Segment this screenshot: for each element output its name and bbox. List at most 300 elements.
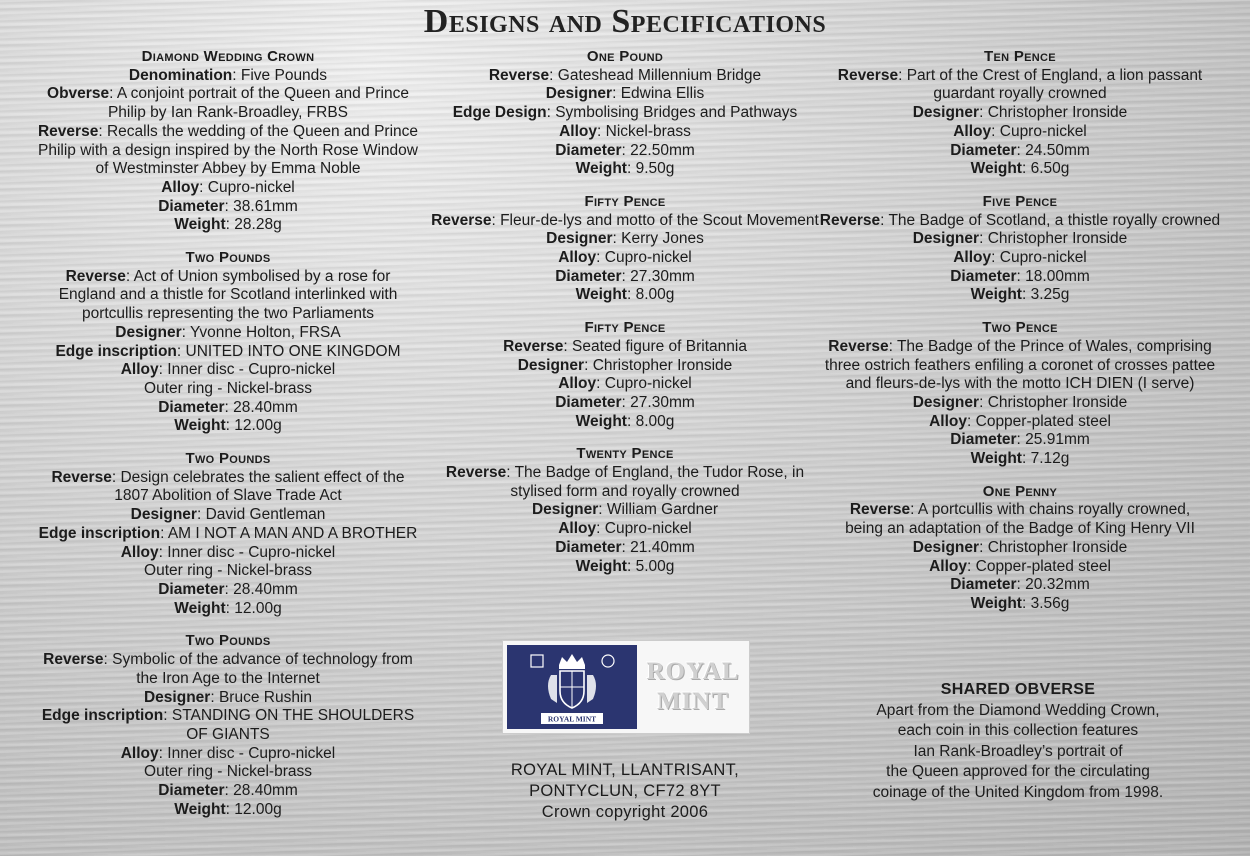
spec-separator: :	[621, 538, 631, 556]
spec-value: 8.00g	[635, 286, 675, 304]
spec-value: being an adaptation of the Badge of King Henry VII	[845, 520, 1195, 538]
spec-label: Reverse	[37, 122, 99, 140]
spec-value: 8.00g	[635, 412, 675, 430]
spec-separator: :	[596, 249, 605, 267]
spec-value: Five Pounds	[240, 66, 328, 84]
spec-line	[8, 123, 448, 142]
spec-value: Outer ring - Nickel-brass	[144, 763, 312, 781]
spec-line	[810, 85, 1230, 104]
spec-separator: :	[199, 178, 208, 196]
logo-word-royal: ROYAL	[646, 658, 740, 685]
spec-label: Weight	[174, 216, 226, 234]
spec-separator: :	[979, 538, 988, 556]
logo-blue-panel	[507, 645, 637, 729]
spec-line	[8, 361, 448, 380]
spec-value: Outer ring - Nickel-brass	[144, 562, 312, 580]
spec-label: Weight	[970, 160, 1022, 178]
spec-label: Reverse	[819, 211, 881, 229]
spec-separator: :	[1016, 431, 1026, 449]
spec-label: Diameter	[158, 197, 225, 215]
spec-label: Weight	[970, 450, 1022, 468]
spec-line	[410, 160, 840, 179]
spec-value: Cupro-nickel	[999, 122, 1087, 140]
spec-line	[8, 343, 448, 362]
coin-title: Two Pounds	[185, 450, 271, 468]
spec-line	[8, 600, 448, 619]
spec-separator: :	[967, 557, 976, 575]
spec-separator: :	[98, 122, 107, 140]
spec-separator: :	[158, 744, 168, 762]
page-title: Designs and Specifications	[423, 3, 827, 40]
spec-value: Copper-plated steel	[975, 557, 1111, 575]
spec-line	[8, 399, 448, 418]
coin-title: Diamond Wedding Crown	[141, 48, 315, 65]
spec-value: Philip by Ian Rank-Broadley, FRBS	[107, 104, 349, 122]
spec-value: The Badge of the Prince of Wales, comprising	[896, 337, 1212, 355]
spec-value: 38.61mm	[233, 197, 298, 215]
spec-value: Copper-plated steel	[975, 412, 1111, 430]
spec-value: STANDING ON THE SHOULDERS	[171, 707, 415, 725]
spec-line	[8, 305, 448, 324]
spec-value: Symbolic of the advance of technology from	[112, 651, 413, 669]
spec-label: Alloy	[161, 178, 200, 196]
spec-line	[8, 581, 448, 600]
spec-line	[8, 469, 448, 488]
spec-value: Nickel-brass	[605, 122, 691, 140]
spec-value: Bruce Rushin	[218, 688, 312, 706]
spec-label: Obverse	[47, 85, 110, 103]
spec-value: 25.91mm	[1025, 431, 1090, 449]
spec-value: AM I NOT A MAN AND A BROTHER	[167, 524, 418, 542]
spec-separator: :	[103, 651, 113, 669]
spec-label: Weight	[174, 417, 226, 435]
spec-line	[410, 501, 840, 520]
spec-label: Designer	[912, 538, 980, 556]
spec-separator: :	[111, 468, 121, 486]
spec-line	[410, 212, 840, 231]
spec-value: and fleurs-de-lys with the motto ICH DIEN (I serve)	[845, 375, 1195, 393]
spec-label: Alloy	[120, 744, 159, 762]
spec-line	[8, 142, 448, 161]
spec-line	[8, 763, 448, 782]
coin-spec-block	[810, 48, 1230, 179]
spec-line	[8, 562, 448, 581]
coin-title: Two Pounds	[185, 632, 271, 650]
spec-label: Weight	[174, 800, 226, 818]
spec-separator: :	[1016, 576, 1026, 594]
coin-spec-block	[810, 319, 1230, 469]
spec-separator: :	[196, 506, 206, 524]
spec-separator: :	[225, 800, 235, 818]
spec-line	[8, 506, 448, 525]
spec-label: Weight	[575, 557, 627, 575]
spec-separator: :	[910, 501, 918, 519]
spec-line	[810, 375, 1230, 394]
spec-line	[810, 67, 1230, 86]
spec-separator: :	[626, 286, 636, 304]
spec-label: Diameter	[950, 431, 1017, 449]
spec-line	[8, 268, 448, 287]
spec-value: 12.00g	[234, 800, 282, 818]
spec-value: Inner disc - Cupro-nickel	[167, 744, 336, 762]
spec-value: David Gentleman	[205, 506, 326, 524]
spec-line	[8, 67, 448, 86]
spec-line	[810, 338, 1230, 357]
spec-line	[8, 726, 448, 745]
spec-separator: :	[1016, 141, 1026, 159]
spec-separator: :	[967, 412, 976, 430]
spec-value: Kerry Jones	[621, 230, 704, 248]
spec-label: Alloy	[120, 543, 159, 561]
spec-separator: :	[626, 557, 636, 575]
spec-value: 28.28g	[234, 216, 282, 234]
spec-separator: :	[549, 66, 558, 84]
spec-label: Designer	[912, 104, 980, 122]
shared-obverse-line: Apart from the Diamond Wedding Crown,	[876, 701, 1160, 719]
spec-label: Designer	[130, 506, 197, 524]
spec-line	[8, 801, 448, 820]
spec-label: Alloy	[953, 122, 992, 140]
spec-line	[8, 707, 448, 726]
spec-line	[410, 394, 840, 413]
spec-separator: :	[225, 599, 235, 617]
spec-value: Christopher Ironside	[987, 230, 1128, 248]
royal-crest-icon	[529, 651, 615, 727]
spec-separator: :	[224, 398, 234, 416]
spec-line	[8, 85, 448, 104]
spec-value: Outer ring - Nickel-brass	[144, 379, 312, 397]
spec-value: Christopher Ironside	[987, 393, 1128, 411]
spec-separator: :	[888, 337, 897, 355]
spec-line	[410, 558, 840, 577]
spec-line	[810, 212, 1230, 231]
spec-line	[410, 464, 840, 483]
spec-value: Cupro-nickel	[604, 375, 692, 393]
spec-value: Inner disc - Cupro-nickel	[167, 361, 336, 379]
spec-label: Alloy	[953, 249, 992, 267]
spec-value: Philip with a design inspired by the North Rose Window	[38, 141, 418, 159]
spec-separator: :	[210, 688, 219, 706]
coin-column-left	[8, 48, 448, 833]
spec-label: Diameter	[950, 141, 1017, 159]
spec-line	[8, 417, 448, 436]
spec-value: 28.40mm	[233, 580, 298, 598]
coin-title: One Penny	[982, 482, 1058, 500]
spec-label: Designer	[143, 688, 211, 706]
spec-line	[410, 413, 840, 432]
coin-title: Two Pounds	[185, 249, 271, 267]
spec-line	[810, 104, 1230, 123]
spec-line	[810, 431, 1230, 450]
coin-title: Two Pence	[982, 319, 1058, 337]
spec-label: Diameter	[158, 782, 225, 800]
spec-value: 7.12g	[1030, 450, 1070, 468]
spec-value: 27.30mm	[630, 393, 695, 411]
spec-label: Edge inscription	[38, 524, 161, 542]
spec-value: stylised form and royally crowned	[510, 482, 740, 500]
spec-line	[410, 142, 840, 161]
spec-value: UNITED INTO ONE KINGDOM	[185, 342, 401, 360]
spec-value: guardant royally crowned	[933, 85, 1107, 103]
spec-separator: :	[158, 543, 168, 561]
spec-line	[810, 413, 1230, 432]
spec-label: Alloy	[929, 412, 967, 430]
spec-value: of Westminster Abbey by Emma Noble	[95, 160, 361, 178]
spec-separator: :	[224, 197, 234, 215]
spec-value: The Badge of Scotland, a thistle royally crowned	[888, 211, 1221, 229]
spec-value: 1807 Abolition of Slave Trade Act	[114, 487, 342, 505]
spec-label: Alloy	[120, 361, 159, 379]
spec-label: Weight	[575, 286, 627, 304]
publisher-address	[470, 760, 780, 823]
spec-label: Diameter	[158, 580, 225, 598]
spec-label: Weight	[970, 594, 1022, 612]
coin-title: Ten Pence	[984, 48, 1056, 65]
spec-value: 27.30mm	[630, 267, 695, 285]
spec-line	[810, 501, 1230, 520]
coin-spec-block	[410, 319, 840, 431]
coin-spec-block	[410, 193, 840, 305]
spec-label: Reverse	[503, 337, 564, 355]
spec-value: Yvonne Holton, FRSA	[189, 323, 341, 341]
spec-value: 3.25g	[1030, 286, 1070, 304]
spec-line	[810, 160, 1230, 179]
spec-separator: :	[109, 85, 117, 103]
coin-title: One Pound	[586, 48, 664, 65]
spec-value: Gateshead Millennium Bridge	[557, 66, 762, 84]
spec-separator: :	[1021, 160, 1031, 178]
spec-value: 18.00mm	[1025, 267, 1090, 285]
spec-label: Edge Design	[452, 104, 547, 122]
coin-spec-block	[8, 48, 448, 235]
spec-label: Designer	[912, 230, 980, 248]
coin-column-middle	[410, 48, 840, 590]
copyright-line: Crown copyright 2006	[541, 803, 709, 821]
spec-separator: :	[596, 375, 605, 393]
spec-label: Weight	[575, 412, 627, 430]
address-line: PONTYCLUN, CF72 8YT	[529, 782, 721, 800]
spec-value: Cupro-nickel	[207, 178, 295, 196]
spec-label: Reverse	[488, 66, 550, 84]
spec-line	[8, 104, 448, 123]
shared-obverse-line: each coin in this collection features	[897, 722, 1139, 739]
spec-line	[8, 651, 448, 670]
coin-title: Twenty Pence	[576, 445, 674, 463]
spec-label: Diameter	[950, 576, 1017, 594]
spec-separator: :	[979, 230, 988, 248]
spec-line	[810, 576, 1230, 595]
spec-label: Diameter	[555, 267, 622, 285]
spec-line	[810, 142, 1230, 161]
spec-line	[8, 745, 448, 764]
spec-line	[410, 104, 840, 123]
spec-line	[410, 249, 840, 268]
spec-value: three ostrich feathers enfiling a coronet of crosses pattee	[824, 356, 1216, 374]
spec-line	[410, 268, 840, 287]
spec-line	[8, 782, 448, 801]
spec-line	[810, 558, 1230, 577]
spec-value: Cupro-nickel	[604, 249, 692, 267]
spec-separator: :	[546, 104, 556, 122]
coin-spec-block	[8, 249, 448, 436]
spec-label: Designer	[531, 501, 599, 519]
spec-label: Weight	[575, 160, 627, 178]
spec-separator: :	[880, 211, 889, 229]
spec-value: Cupro-nickel	[999, 249, 1087, 267]
spec-separator: :	[979, 393, 988, 411]
spec-line	[8, 198, 448, 217]
spec-line	[8, 689, 448, 708]
spec-value: The Badge of England, the Tudor Rose, in	[514, 464, 805, 482]
spec-value: 28.40mm	[233, 782, 298, 800]
spec-separator: :	[991, 249, 1000, 267]
spec-separator: :	[232, 66, 241, 84]
spec-line	[410, 520, 840, 539]
spec-line	[8, 286, 448, 305]
spec-value: England and a thistle for Scotland interlinked with	[58, 286, 398, 304]
spec-line	[410, 338, 840, 357]
spec-separator: :	[160, 524, 168, 542]
spec-separator: :	[491, 211, 501, 229]
spec-value: Design celebrates the salient effect of the	[120, 468, 405, 486]
spec-label: Reverse	[837, 66, 899, 84]
spec-line	[810, 450, 1230, 469]
spec-label: Designer	[912, 393, 980, 411]
shared-obverse-title: SHARED OBVERSE	[940, 681, 1096, 698]
spec-line	[810, 123, 1230, 142]
spec-separator: :	[596, 520, 605, 538]
spec-value: Symbolising Bridges and Pathways	[555, 104, 798, 122]
spec-separator: :	[626, 160, 636, 178]
spec-separator: :	[1021, 594, 1031, 612]
spec-label: Edge inscription	[55, 342, 177, 360]
coin-spec-block	[410, 445, 840, 576]
spec-label: Reverse	[43, 651, 104, 669]
spec-label: Denomination	[128, 66, 233, 84]
spec-value: Cupro-nickel	[604, 520, 692, 538]
spec-label: Diameter	[950, 267, 1017, 285]
spec-label: Reverse	[51, 468, 112, 486]
spec-label: Alloy	[558, 520, 597, 538]
shared-obverse-section	[818, 680, 1218, 803]
spec-value: Edwina Ellis	[620, 85, 705, 103]
spec-value: Part of the Crest of England, a lion passant	[906, 66, 1203, 84]
spec-label: Designer	[115, 323, 182, 341]
spec-line	[410, 483, 840, 502]
spec-separator: :	[621, 141, 631, 159]
spec-value: Act of Union symbolised by a rose for	[133, 267, 391, 285]
spec-separator: :	[612, 85, 621, 103]
spec-value: 20.32mm	[1025, 576, 1090, 594]
spec-label: Alloy	[558, 249, 597, 267]
logo-wordmark	[641, 647, 745, 727]
spec-line	[8, 216, 448, 235]
spec-line	[8, 487, 448, 506]
coin-spec-block	[810, 193, 1230, 305]
coin-spec-block	[410, 48, 840, 179]
spec-label: Diameter	[158, 398, 225, 416]
spec-value: 9.50g	[635, 160, 675, 178]
spec-value: A portcullis with chains royally crowned,	[917, 501, 1191, 519]
spec-line	[810, 268, 1230, 287]
spec-line	[810, 520, 1230, 539]
spec-label: Designer	[517, 356, 585, 374]
spec-separator: :	[225, 216, 235, 234]
spec-label: Alloy	[929, 557, 967, 575]
spec-label: Diameter	[555, 141, 622, 159]
spec-line	[810, 249, 1230, 268]
coin-spec-block	[8, 450, 448, 618]
spec-label: Weight	[174, 599, 226, 617]
spec-separator: :	[563, 337, 573, 355]
coin-spec-block	[810, 483, 1230, 614]
spec-line	[410, 230, 840, 249]
spec-label: Weight	[970, 286, 1022, 304]
spec-line	[810, 286, 1230, 305]
spec-value: A conjoint portrait of the Queen and Prince	[116, 85, 409, 103]
spec-separator: :	[626, 412, 636, 430]
spec-separator: :	[621, 267, 631, 285]
spec-line	[410, 539, 840, 558]
spec-line	[8, 324, 448, 343]
spec-separator: :	[224, 782, 234, 800]
spec-separator: :	[176, 342, 186, 360]
spec-value: Christopher Ironside	[987, 538, 1128, 556]
spec-separator: :	[1021, 450, 1031, 468]
spec-label: Reverse	[828, 337, 889, 355]
spec-separator: :	[991, 122, 1000, 140]
spec-value: 6.50g	[1030, 160, 1070, 178]
spec-value: William Gardner	[606, 501, 719, 519]
spec-label: Edge inscription	[41, 707, 164, 725]
spec-label: Reverse	[65, 267, 126, 285]
spec-value: OF GIANTS	[186, 725, 270, 743]
spec-separator: :	[597, 122, 606, 140]
spec-label: Reverse	[445, 464, 507, 482]
coin-column-right	[810, 48, 1230, 628]
spec-line	[410, 375, 840, 394]
spec-value: Christopher Ironside	[592, 356, 733, 374]
spec-separator: :	[598, 501, 607, 519]
shared-obverse-line: Ian Rank-Broadley’s portrait of	[913, 742, 1123, 760]
spec-line	[810, 230, 1230, 249]
spec-value: 5.00g	[635, 557, 675, 575]
spec-line	[810, 357, 1230, 376]
spec-label: Diameter	[555, 538, 622, 556]
spec-line	[410, 357, 840, 376]
shared-obverse-line: coinage of the United Kingdom from 1998.	[872, 783, 1164, 801]
spec-value: 28.40mm	[233, 398, 298, 416]
crest-banner-text: ROYAL MINT	[547, 714, 597, 724]
spec-value: 21.40mm	[630, 538, 695, 556]
logo-word-mint: MINT	[656, 688, 730, 715]
spec-label: Diameter	[555, 393, 622, 411]
spec-value: Seated figure of Britannia	[572, 337, 747, 355]
spec-separator: :	[125, 267, 134, 285]
spec-separator: :	[612, 230, 622, 248]
spec-label: Designer	[546, 230, 613, 248]
spec-line	[810, 595, 1230, 614]
spec-value: 22.50mm	[630, 141, 695, 159]
royal-mint-logo	[502, 640, 750, 734]
spec-value: 12.00g	[234, 599, 282, 617]
spec-label: Reverse	[849, 501, 911, 519]
spec-line	[410, 67, 840, 86]
spec-value: 24.50mm	[1025, 141, 1090, 159]
spec-label: Alloy	[559, 122, 597, 140]
spec-line	[8, 179, 448, 198]
spec-value: Christopher Ironside	[987, 104, 1128, 122]
